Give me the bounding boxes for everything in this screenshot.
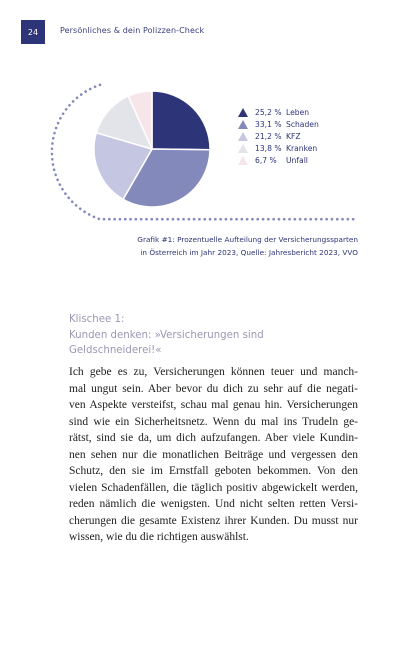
legend-triangle-icon: [238, 120, 248, 129]
legend-triangle-icon: [238, 132, 248, 141]
text-line: ven Aspekte versteifst, schau mal genau hin. Versicherungen: [69, 399, 358, 412]
text-line: reden nämlich die wenigsten. Und nicht selten retten Versi-: [69, 498, 358, 511]
figure-caption: [60, 234, 358, 259]
text-line: vielen Schadenfällen, die täglich positiv abgewickelt werden,: [69, 481, 358, 494]
text-line: mal ungut sein. Aber bevor du dich zu sehr auf die negati-: [69, 382, 358, 395]
legend-item-leben: [238, 106, 319, 118]
page-number: 24: [21, 20, 45, 44]
section-heading: [69, 312, 264, 359]
legend-value: 6,7 %: [255, 155, 277, 165]
pie-slice-leben: [152, 91, 210, 150]
legend-value: 25,2 %: [255, 107, 282, 117]
text-line: Schutz, den sie im Ernstfall geboten bekommen. Von den: [69, 465, 358, 478]
text-line: wissen, wie du die richtigen auswählst.: [69, 531, 249, 544]
legend-triangle-icon: [238, 156, 248, 165]
text-line: Ich gebe es zu, Versicherungen können teuer und manch-: [69, 366, 358, 378]
heading-line: Klischee 1:: [69, 314, 125, 325]
legend-triangle-icon: [238, 108, 248, 117]
legend-value: 33,1 %: [255, 119, 282, 129]
legend-label: KFZ: [286, 131, 301, 141]
legend-label: Kranken: [286, 143, 318, 153]
running-header: Persönliches & dein Polizzen-Check: [60, 26, 205, 35]
legend-label: Schaden: [286, 119, 319, 129]
text-line: sind wie ein Sicherheitsnetz. Wenn du mal ins Trudeln ge-: [69, 415, 358, 428]
legend-value: 13,8 %: [255, 143, 282, 153]
text-line: nen sehen nur die monatlichen Beiträge und vergessen den: [69, 448, 358, 461]
legend-label: Leben: [286, 107, 310, 117]
legend-item-schaden: [238, 118, 319, 130]
legend-triangle-icon: [238, 144, 248, 153]
legend-item-unfall: [238, 154, 319, 166]
legend-label: Unfall: [286, 155, 308, 165]
caption-line: in Österreich im Jahr 2023, Quelle: Jahresbericht 2023, VVO: [140, 247, 358, 257]
legend-item-kfz: [238, 130, 319, 142]
heading-line: Geldschneiderei!«: [69, 345, 162, 356]
caption-line: Grafik #1: Prozentuelle Aufteilung der Versicherungssparten: [137, 235, 358, 244]
text-line: cherungen die gesamte Existenz ihrer Kunden. Du musst nur: [69, 514, 358, 527]
legend-value: 21,2 %: [255, 131, 282, 141]
chart-legend: [238, 106, 319, 166]
heading-line: Kunden denken: »Versicherungen sind: [69, 329, 264, 341]
text-line: rätst, sind sie da, um dich aufzufangen. Aber viele Kundin-: [69, 432, 358, 445]
body-paragraph: [69, 364, 358, 546]
legend-item-kranken: [238, 142, 319, 154]
